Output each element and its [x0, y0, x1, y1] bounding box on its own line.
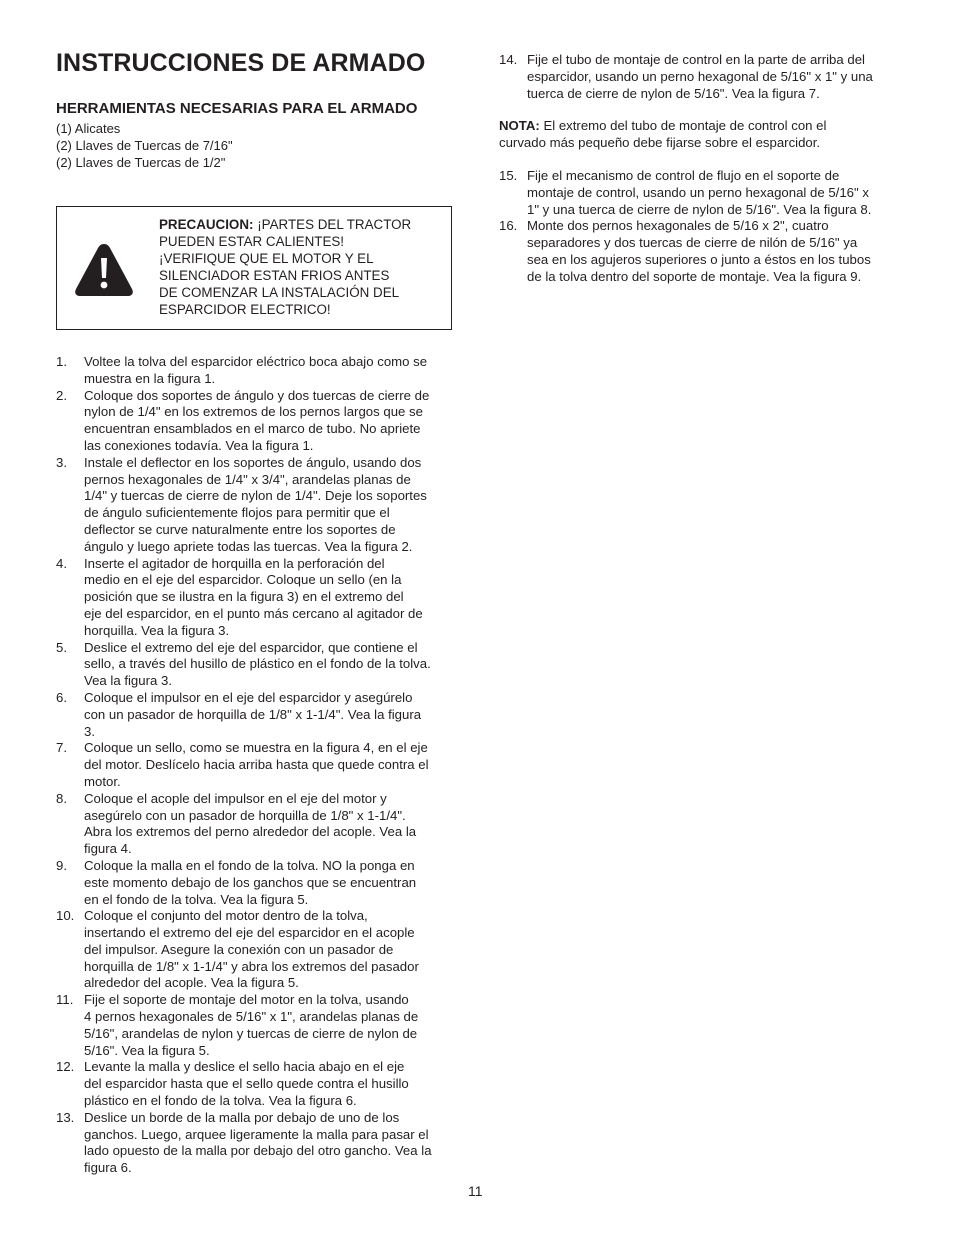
step-line: en el fondo de la tolva. Vea la figura 5. [84, 891, 309, 907]
step-line: 1/4" y tuercas de cierre de nylon de 1/4". Deje los soportes [84, 488, 427, 504]
list-item [499, 168, 901, 218]
step-line: lado opuesto de la malla por debajo del otro gancho. Vea la [84, 1143, 432, 1159]
step-line: Deslice un borde de la malla por debajo de uno de los [84, 1109, 400, 1125]
step-line: Abra los extremos del perno alrededor del acople. Vea la [84, 824, 417, 840]
step-line: Fije el tubo de montaje de control en la parte de arriba del [527, 52, 865, 67]
step-number: 3. [56, 454, 67, 470]
step-line: 3. [84, 723, 95, 739]
step-line: Vea la figura 3. [84, 673, 172, 689]
step-line: de la tolva dentro del soporte de montaje. Vea la figura 9. [527, 268, 862, 284]
step-line: encuentran ensamblados en el marco de tubo. No apriete [84, 421, 421, 437]
step-line: Instale el deflector en los soportes de ángulo, usando dos [84, 454, 422, 470]
note-label: NOTA: [499, 118, 540, 134]
step-line: Coloque el acople del impulsor en el eje del motor y [84, 790, 387, 806]
step-line: eje del esparcidor, en el punto más cercano al agitador de [84, 605, 423, 621]
step-line: figura 4. [84, 841, 132, 857]
step-line: esparcidor, usando un perno hexagonal de 5/16" x 1" y una [527, 68, 873, 84]
step-line: Voltee la tolva del esparcidor eléctrico boca abajo como se [84, 354, 428, 369]
step-line: Coloque el impulsor en el eje del esparcidor y asegúrelo [84, 689, 413, 705]
step-line: medio en el eje del esparcidor. Coloque un sello (en la [84, 572, 402, 588]
step-number: 2. [56, 387, 67, 403]
step-number: 13. [56, 1109, 75, 1125]
note-line: El extremo del tubo de montaje de control con el [539, 118, 827, 134]
step-number: 15. [499, 167, 518, 183]
step-line: nylon de 1/4" en los extremos de los pernos largos que se [84, 404, 423, 420]
step-number: 1. [56, 354, 67, 369]
step-line: este momento debajo de los ganchos que se encuentran [84, 874, 417, 890]
step-line: 1" y una tuerca de cierre de nylon de 5/16". Vea la figura 8. [527, 201, 872, 217]
step-line: tuerca de cierre de nylon de 5/16". Vea la figura 7. [527, 85, 820, 101]
step-line: Deslice el extremo del eje del esparcidor, que contiene el [84, 639, 418, 655]
step-line: plástico en el fondo de la tolva. Vea la figura 6. [84, 1093, 357, 1109]
warning-line: ESPARCIDOR ELECTRICO! [159, 302, 331, 317]
tools-heading: HERRAMIENTAS NECESARIAS PARA EL ARMADO [56, 100, 418, 117]
steps-list-right [499, 168, 901, 286]
tool-item: (2) Llaves de Tuercas de 1/2" [56, 155, 226, 170]
step-line: Coloque un sello, como se muestra en la figura 4, en el eje [84, 740, 428, 756]
step-line: sello, a través del husillo de plástico en el fondo de la tolva. [84, 656, 431, 672]
step-number: 4. [56, 555, 67, 571]
step-line: montaje de control, usando un perno hexagonal de 5/16" x [527, 184, 869, 200]
tool-item: (1) Alicates [56, 121, 121, 136]
step-number: 16. [499, 218, 518, 234]
list-item [56, 388, 456, 455]
step-line: del impulsor. Asegure la conexión con un pasador de [84, 941, 394, 957]
step-line: del motor. Deslícelo hacia arriba hasta que quede contra el [84, 757, 429, 773]
step-line: alrededor del acople. Vea la figura 5. [84, 975, 299, 991]
step-line: ángulo y luego apriete todas las tuercas. Vea la figura 2. [84, 538, 413, 554]
tool-item: (2) Llaves de Tuercas de 7/16" [56, 138, 233, 153]
warning-line: SILENCIADOR ESTAN FRIOS ANTES [159, 268, 390, 283]
left-column [56, 48, 456, 1176]
step-line: motor. [84, 773, 121, 789]
step-line: las conexiones todavía. Vea la figura 1. [84, 437, 314, 453]
step-number: 14. [499, 52, 518, 67]
step-number: 9. [56, 857, 67, 873]
step-line: 5/16". Vea la figura 5. [84, 1042, 210, 1058]
warning-line: ¡PARTES DEL TRACTOR [253, 217, 412, 232]
tools-list [56, 120, 456, 171]
page-number: 11 [468, 1183, 483, 1199]
step-line: posición que se ilustra en la figura 3) en el extremo del [84, 589, 404, 605]
step-line: horquilla de 1/8" x 1-1/4" y abra los extremos del pasador [84, 958, 419, 974]
note [499, 118, 901, 152]
step-line: Coloque dos soportes de ángulo y dos tuercas de cierre de [84, 387, 430, 403]
step-number: 8. [56, 790, 67, 806]
step-line: del esparcidor hasta que el sello quede contra el husillo [84, 1076, 409, 1092]
list-item [56, 455, 456, 556]
step-number: 5. [56, 639, 67, 655]
step-line: Monte dos pernos hexagonales de 5/16 x 2", cuatro [527, 218, 829, 234]
list-item [56, 992, 456, 1059]
list-item [56, 858, 456, 908]
step-line: pernos hexagonales de 1/4" x 3/4", arandelas planas de [84, 471, 411, 487]
warning-line: PUEDEN ESTAR CALIENTES! [159, 234, 345, 249]
step-line: Coloque la malla en el fondo de la tolva. NO la ponga en [84, 857, 415, 873]
note-line: curvado más pequeño debe fijarse sobre el esparcidor. [499, 135, 821, 151]
step-line: muestra en la figura 1. [84, 370, 216, 386]
steps-list-left [56, 354, 456, 1177]
step-line: 5/16", arandelas de nylon y tuercas de cierre de nylon de [84, 1025, 418, 1041]
step-line: Fije el soporte de montaje del motor en la tolva, usando [84, 992, 409, 1008]
step-number: 7. [56, 740, 67, 756]
step-number: 11. [56, 992, 74, 1008]
list-item [499, 218, 901, 285]
step-line: de ángulo suficientemente flojos para permitir que el [84, 505, 390, 521]
list-item [56, 640, 456, 690]
step-line: con un pasador de horquilla de 1/8" x 1-1/4". Vea la figura [84, 706, 422, 722]
step-line: Coloque el conjunto del motor dentro de la tolva, [84, 908, 368, 924]
step-line: sea en los agujeros superiores o junto a éstos en los tubos [527, 251, 871, 267]
step-line: separadores y dos tuercas de cierre de nilón de 5/16" ya [527, 235, 858, 251]
page-title: INSTRUCCIONES DE ARMADO [56, 49, 426, 77]
right-column [499, 52, 901, 286]
list-item [56, 740, 456, 790]
warning-triangle-icon [73, 241, 135, 299]
step-number: 6. [56, 689, 67, 705]
steps-list-right-top [499, 52, 901, 102]
list-item [56, 1059, 456, 1109]
list-item [56, 556, 456, 640]
warning-label: PRECAUCION: [159, 217, 254, 232]
step-line: horquilla. Vea la figura 3. [84, 622, 230, 638]
list-item [56, 354, 456, 388]
warning-line: ¡VERIFIQUE QUE EL MOTOR Y EL [159, 251, 374, 266]
warning-text [159, 216, 445, 318]
warning-box [56, 206, 452, 330]
step-line: figura 6. [84, 1160, 132, 1176]
step-line: insertando el extremo del eje del esparcidor en el acople [84, 925, 415, 941]
list-item [56, 690, 456, 740]
step-line: ganchos. Luego, arquee ligeramente la malla para pasar el [84, 1126, 429, 1142]
step-line: asegúrelo con un pasador de horquilla de 1/8" x 1-1/4". [84, 807, 406, 823]
warning-line: DE COMENZAR LA INSTALACIÓN DEL [159, 285, 400, 300]
step-line: Fije el mecanismo de control de flujo en el soporte de [527, 167, 840, 183]
step-line: Inserte el agitador de horquilla en la perforación del [84, 555, 385, 571]
step-line: deflector se curve naturalmente entre los soportes de [84, 521, 396, 537]
step-line: Levante la malla y deslice el sello hacia abajo en el eje [84, 1059, 405, 1075]
step-number: 10. [56, 908, 75, 924]
list-item [56, 791, 456, 858]
list-item [499, 52, 901, 102]
list-item [56, 1110, 456, 1177]
step-line: 4 pernos hexagonales de 5/16" x 1", arandelas planas de [84, 1009, 419, 1025]
step-number: 12. [56, 1059, 75, 1075]
list-item [56, 908, 456, 992]
